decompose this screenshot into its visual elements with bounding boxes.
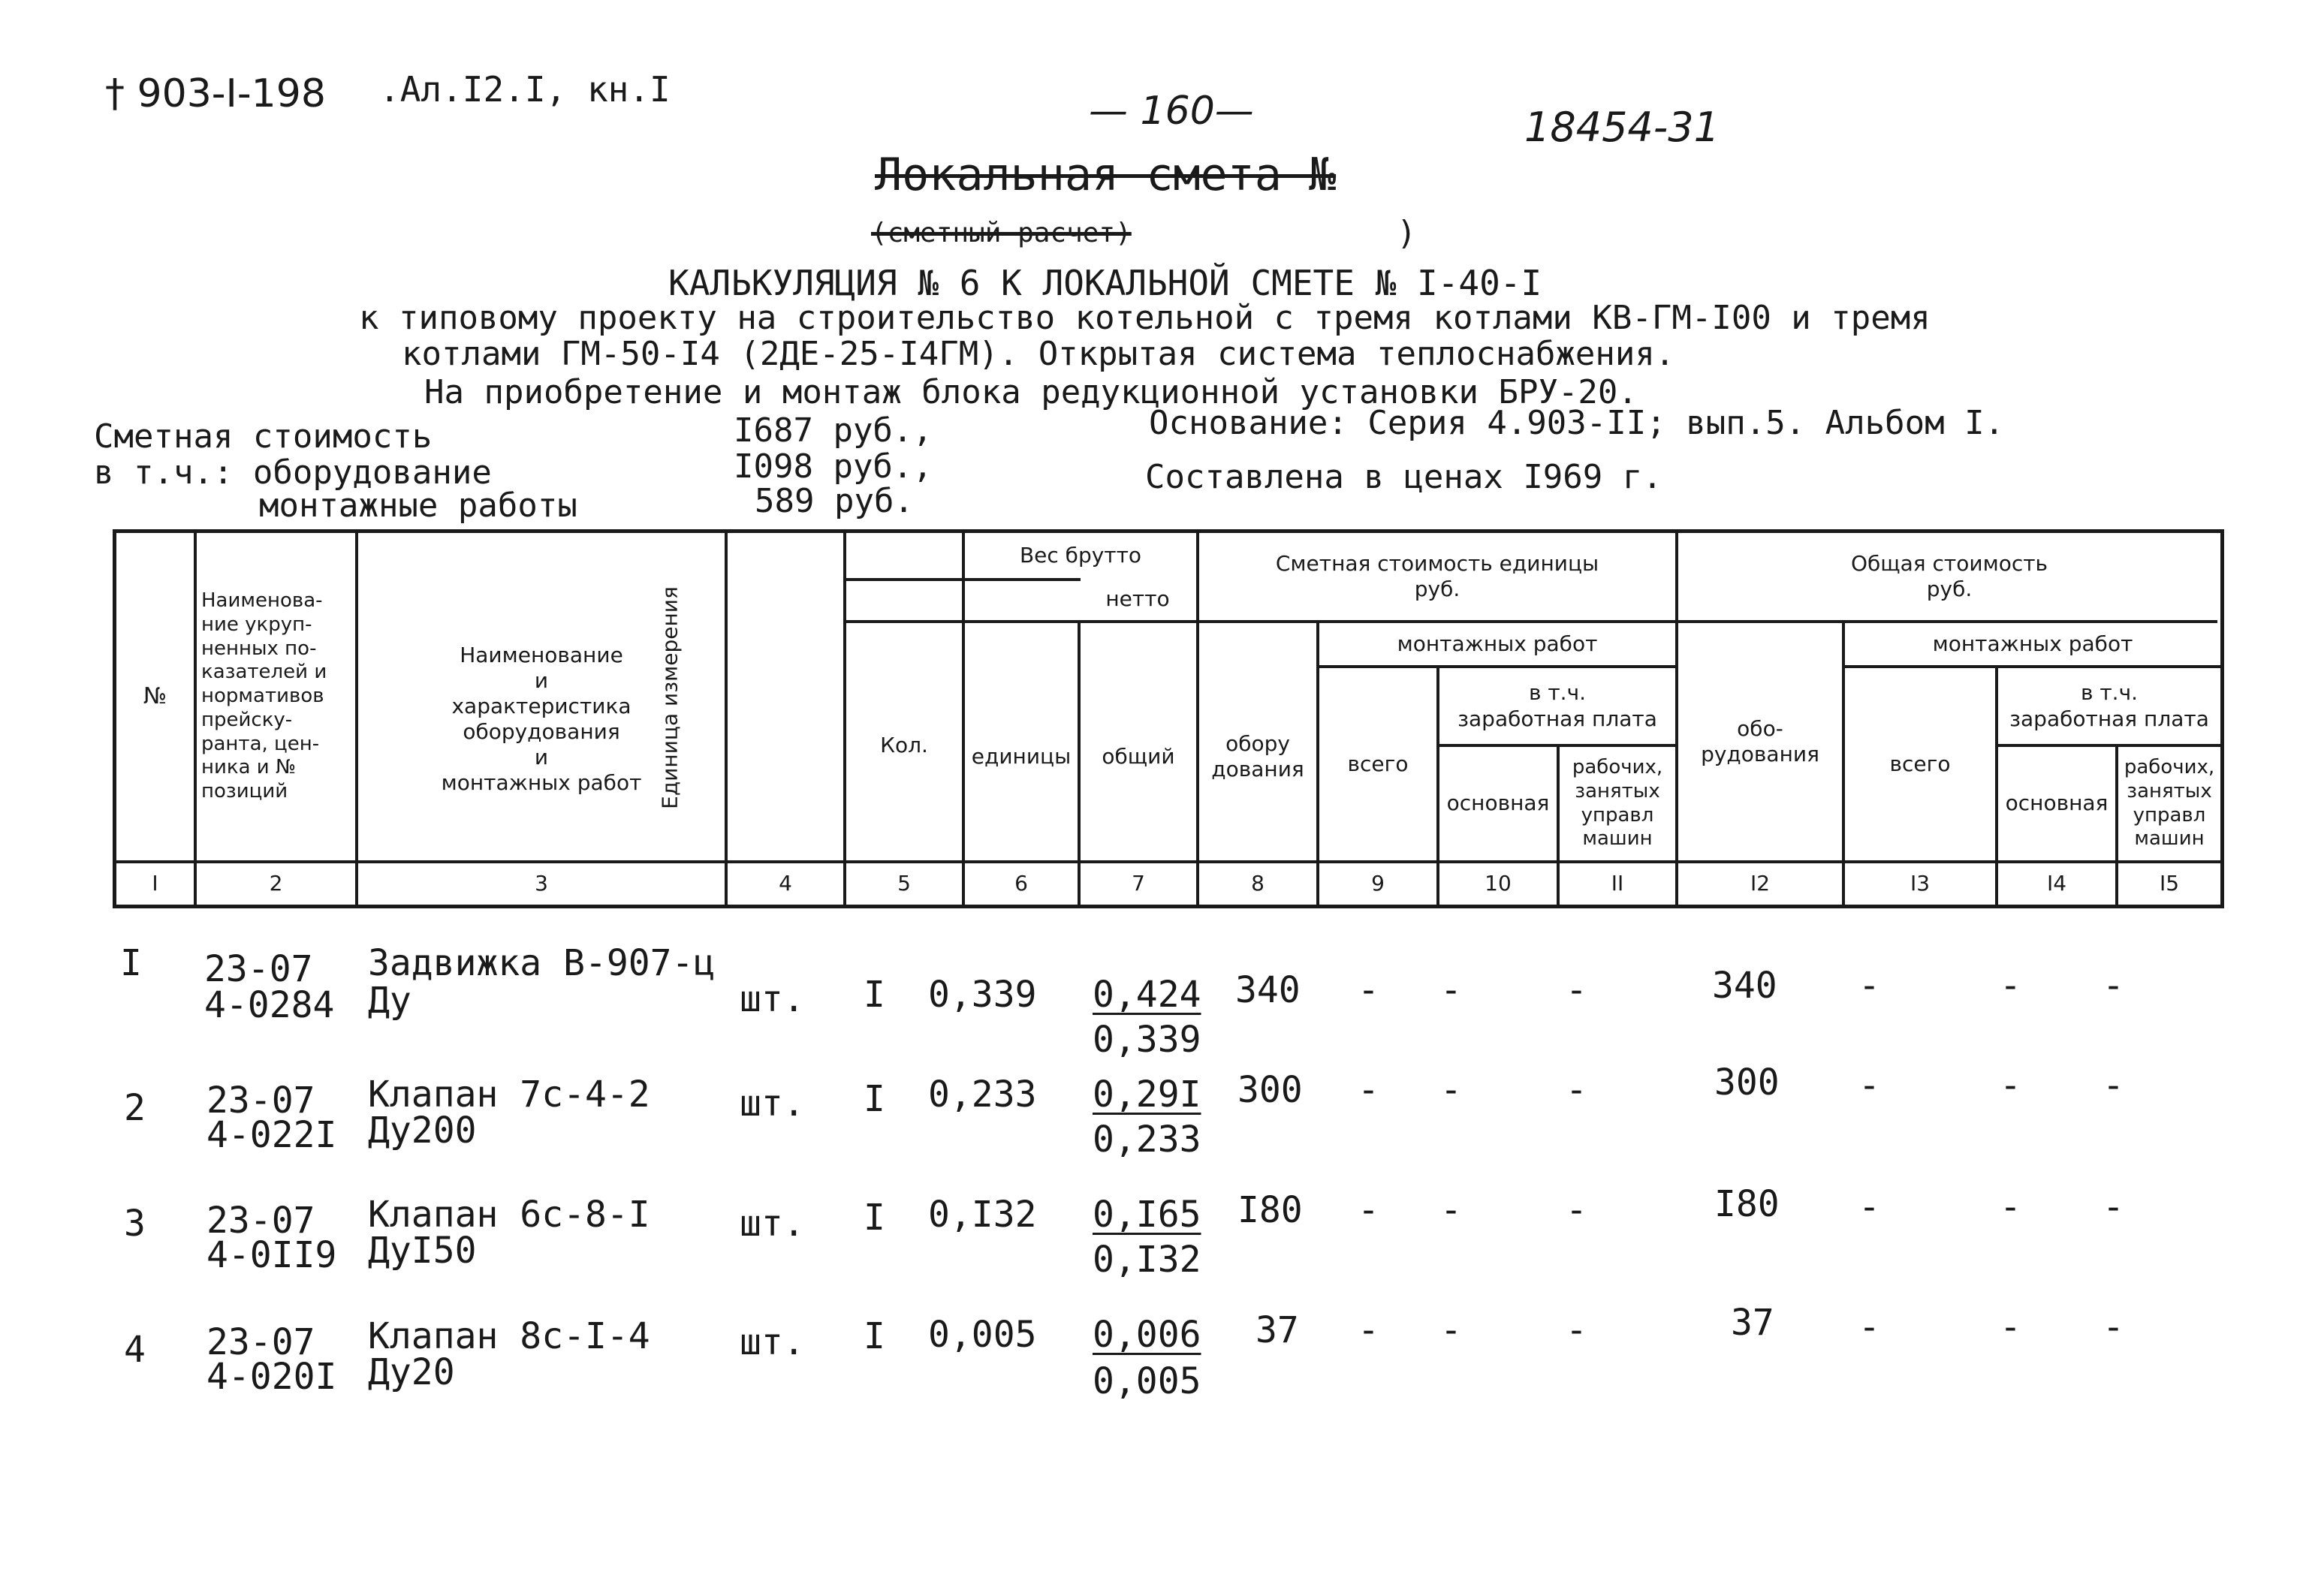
- header-col13: всего: [1889, 751, 1951, 776]
- row-install-total: -: [1358, 1189, 1379, 1231]
- struck-subtitle: (сметный расчет): [871, 218, 1132, 248]
- album-reference: .Ал.I2.I, кн.I: [379, 69, 671, 110]
- row-weight-total: 0,29I: [1093, 1074, 1201, 1116]
- col-number: 5: [897, 871, 911, 896]
- row-number: 4: [124, 1329, 146, 1371]
- installation-label: монтажные работы: [259, 486, 577, 525]
- row-equipment-total: 300: [1714, 1061, 1780, 1104]
- table-header: [113, 529, 2224, 908]
- header-col6: единицы: [971, 743, 1072, 769]
- title-line-2: котлами ГМ-50-I4 (2ДЕ-25-I4ГМ). Открытая система теплоснабжения.: [402, 335, 1675, 373]
- row-install-total: -: [1358, 1309, 1379, 1351]
- row-weight-total: 0,I65: [1093, 1194, 1201, 1236]
- row-weight-unit: 0,I32: [928, 1194, 1037, 1236]
- row-install-salary: -: [1440, 969, 1462, 1011]
- row-name-1: Клапан 7с-4-2: [368, 1074, 650, 1116]
- col-number: 9: [1371, 871, 1385, 896]
- row-name-1: Клапан 8с-I-4: [368, 1315, 650, 1357]
- row-install-grand: -: [1858, 1306, 1880, 1348]
- row-code-1: 23-07: [206, 1200, 315, 1242]
- row-unit: шт.: [740, 1203, 805, 1245]
- header-col5: Кол.: [880, 732, 928, 757]
- row-weight-unit: 0,005: [928, 1314, 1037, 1356]
- row-install-grand: -: [1858, 965, 1880, 1007]
- header-col7: общий: [1102, 743, 1175, 769]
- row-code-2: 4-020I: [206, 1356, 337, 1398]
- row-name-1: Клапан 6с-8-I: [368, 1194, 650, 1236]
- row-install-salary: -: [1440, 1189, 1462, 1231]
- header-weight-gross: Вес брутто: [1019, 542, 1142, 568]
- col-number: 2: [269, 871, 283, 896]
- equipment-value: I098 руб.,: [734, 447, 933, 486]
- cost-label: Сметная стоимость: [94, 417, 433, 456]
- row-salary-grand: -: [2000, 1065, 2021, 1107]
- row-code-2: 4-022I: [206, 1114, 337, 1156]
- row-equipment-total: 37: [1731, 1302, 1774, 1344]
- calculation-title: КАЛЬКУЛЯЦИЯ № 6 К ЛОКАЛЬНОЙ СМЕТЕ № I-40-I: [668, 263, 1542, 303]
- row-number: I: [120, 942, 142, 984]
- col-number: II: [1611, 871, 1624, 896]
- cost-value: I687 руб.,: [734, 411, 933, 450]
- row-machine-salary: -: [1566, 1309, 1587, 1351]
- struck-title: Локальная смета №: [875, 149, 1337, 201]
- col-number: 7: [1132, 871, 1145, 896]
- header-col3: Наименование и характеристика оборудования и монтажных работ: [441, 642, 642, 796]
- header-col11: рабочих, занятых управл машин: [1572, 756, 1663, 851]
- col-number: 3: [535, 871, 548, 896]
- struck-subtitle-paren: ): [1397, 214, 1417, 252]
- row-unit: шт.: [740, 1321, 805, 1363]
- row-install-grand: -: [1858, 1186, 1880, 1228]
- row-install-total: -: [1358, 969, 1379, 1011]
- row-machine-grand: -: [2103, 1306, 2124, 1348]
- row-machine-salary: -: [1566, 969, 1587, 1011]
- row-machine-grand: -: [2103, 1186, 2124, 1228]
- row-weight-unit: 0,339: [928, 974, 1037, 1016]
- header-incl-salary: в т.ч. заработная плата: [1457, 680, 1657, 731]
- row-equipment-total: 340: [1712, 965, 1777, 1007]
- doc-reference: † 903-I-198: [105, 71, 326, 116]
- row-qty: I: [864, 1078, 885, 1120]
- header-install-work: монтажных работ: [1397, 631, 1598, 656]
- row-code-2: 4-0II9: [206, 1234, 337, 1276]
- row-code-1: 23-07: [206, 1080, 315, 1122]
- row-code-1: 23-07: [206, 1321, 315, 1363]
- archive-number: 18454-31: [1524, 104, 1720, 151]
- row-weight-total: 0,424: [1093, 974, 1201, 1016]
- row-equipment-unit-cost: 37: [1255, 1309, 1299, 1351]
- row-name-1: Задвижка В-907-ц: [368, 942, 716, 984]
- row-name-2: Ду20: [368, 1351, 455, 1393]
- table-row: [0, 1183, 2306, 1299]
- col-number: I4: [2046, 871, 2067, 896]
- row-salary-grand: -: [2000, 1306, 2021, 1348]
- row-equipment-unit-cost: 340: [1235, 969, 1301, 1011]
- title-line-3: На приобретение и монтаж блока редукционной установки БРУ-20.: [424, 373, 1638, 411]
- header-no: №: [143, 682, 167, 709]
- row-code-2: 4-0284: [204, 984, 335, 1026]
- header-col4: Единица измерения: [657, 586, 683, 809]
- row-equipment-total: I80: [1714, 1183, 1780, 1225]
- row-salary-grand: -: [2000, 965, 2021, 1007]
- row-number: 3: [124, 1203, 146, 1245]
- row-unit: шт.: [740, 1083, 805, 1125]
- row-name-2: Ду: [368, 980, 411, 1022]
- row-install-total: -: [1358, 1069, 1379, 1111]
- row-name-2: ДуI50: [368, 1230, 477, 1272]
- col-number: 4: [779, 871, 792, 896]
- header-col8: обору дования: [1211, 730, 1304, 781]
- row-unit: шт.: [740, 978, 805, 1020]
- row-weight-net: 0,233: [1093, 1119, 1201, 1161]
- installation-value: 589 руб.: [755, 482, 914, 520]
- row-weight-unit: 0,233: [928, 1074, 1037, 1116]
- header-total-cost: Общая стоимость руб.: [1850, 550, 2048, 601]
- col-number: I5: [2159, 871, 2180, 896]
- header-unit-cost: Сметная стоимость единицы руб.: [1275, 550, 1599, 601]
- basis-text: Основание: Серия 4.903-II; вып.5. Альбом I.: [1149, 404, 2005, 442]
- row-install-grand: -: [1858, 1065, 1880, 1107]
- col-number: 6: [1014, 871, 1028, 896]
- header-weight-net: нетто: [1105, 586, 1170, 611]
- header-col15: рабочих, занятых управл машин: [2124, 756, 2215, 851]
- col-number: 10: [1485, 871, 1512, 896]
- row-machine-salary: -: [1566, 1069, 1587, 1111]
- row-weight-net: 0,339: [1093, 1019, 1201, 1061]
- col-number: I2: [1750, 871, 1771, 896]
- row-install-salary: -: [1440, 1069, 1462, 1111]
- col-number: 8: [1251, 871, 1265, 896]
- prices-text: Составлена в ценах I969 г.: [1145, 458, 1662, 496]
- header-install-work-2: монтажных работ: [1932, 631, 2133, 656]
- row-weight-net: 0,I32: [1093, 1239, 1201, 1281]
- col-number: I: [152, 871, 158, 896]
- header-col12: обо- рудования: [1701, 715, 1819, 766]
- header-col2: Наименова- ние укруп- ненных по- казателей и нормативов прейску- ранта, цен- ника и № позиций: [201, 589, 327, 803]
- row-machine-grand: -: [2103, 1065, 2124, 1107]
- title-line-1: к типовому проекту на строительство котельной с тремя котлами КВ-ГМ-I00 и тремя: [359, 299, 1931, 337]
- row-equipment-unit-cost: 300: [1237, 1069, 1303, 1111]
- row-weight-total: 0,006: [1093, 1314, 1201, 1356]
- row-name-2: Ду200: [368, 1110, 477, 1152]
- row-weight-net: 0,005: [1093, 1360, 1201, 1402]
- header-incl-salary-2: в т.ч. заработная плата: [2009, 680, 2209, 731]
- page-number: — 160—: [1089, 89, 1254, 134]
- row-qty: I: [864, 1197, 885, 1239]
- row-qty: I: [864, 1315, 885, 1357]
- row-install-salary: -: [1440, 1309, 1462, 1351]
- including-equipment-label: в т.ч.: оборудование: [94, 453, 492, 492]
- row-machine-grand: -: [2103, 965, 2124, 1007]
- row-machine-salary: -: [1566, 1189, 1587, 1231]
- table-row: [0, 1302, 2306, 1419]
- row-salary-grand: -: [2000, 1186, 2021, 1228]
- row-qty: I: [864, 974, 885, 1016]
- col-number: I3: [1910, 871, 1931, 896]
- header-col10: основная: [1446, 790, 1550, 816]
- table-row: [0, 942, 2306, 1061]
- row-equipment-unit-cost: I80: [1237, 1189, 1303, 1231]
- row-code-1: 23-07: [204, 948, 313, 990]
- header-col14: основная: [2005, 790, 2109, 816]
- table-row: [0, 1061, 2306, 1179]
- header-col9: всего: [1347, 751, 1409, 776]
- row-number: 2: [124, 1087, 146, 1129]
